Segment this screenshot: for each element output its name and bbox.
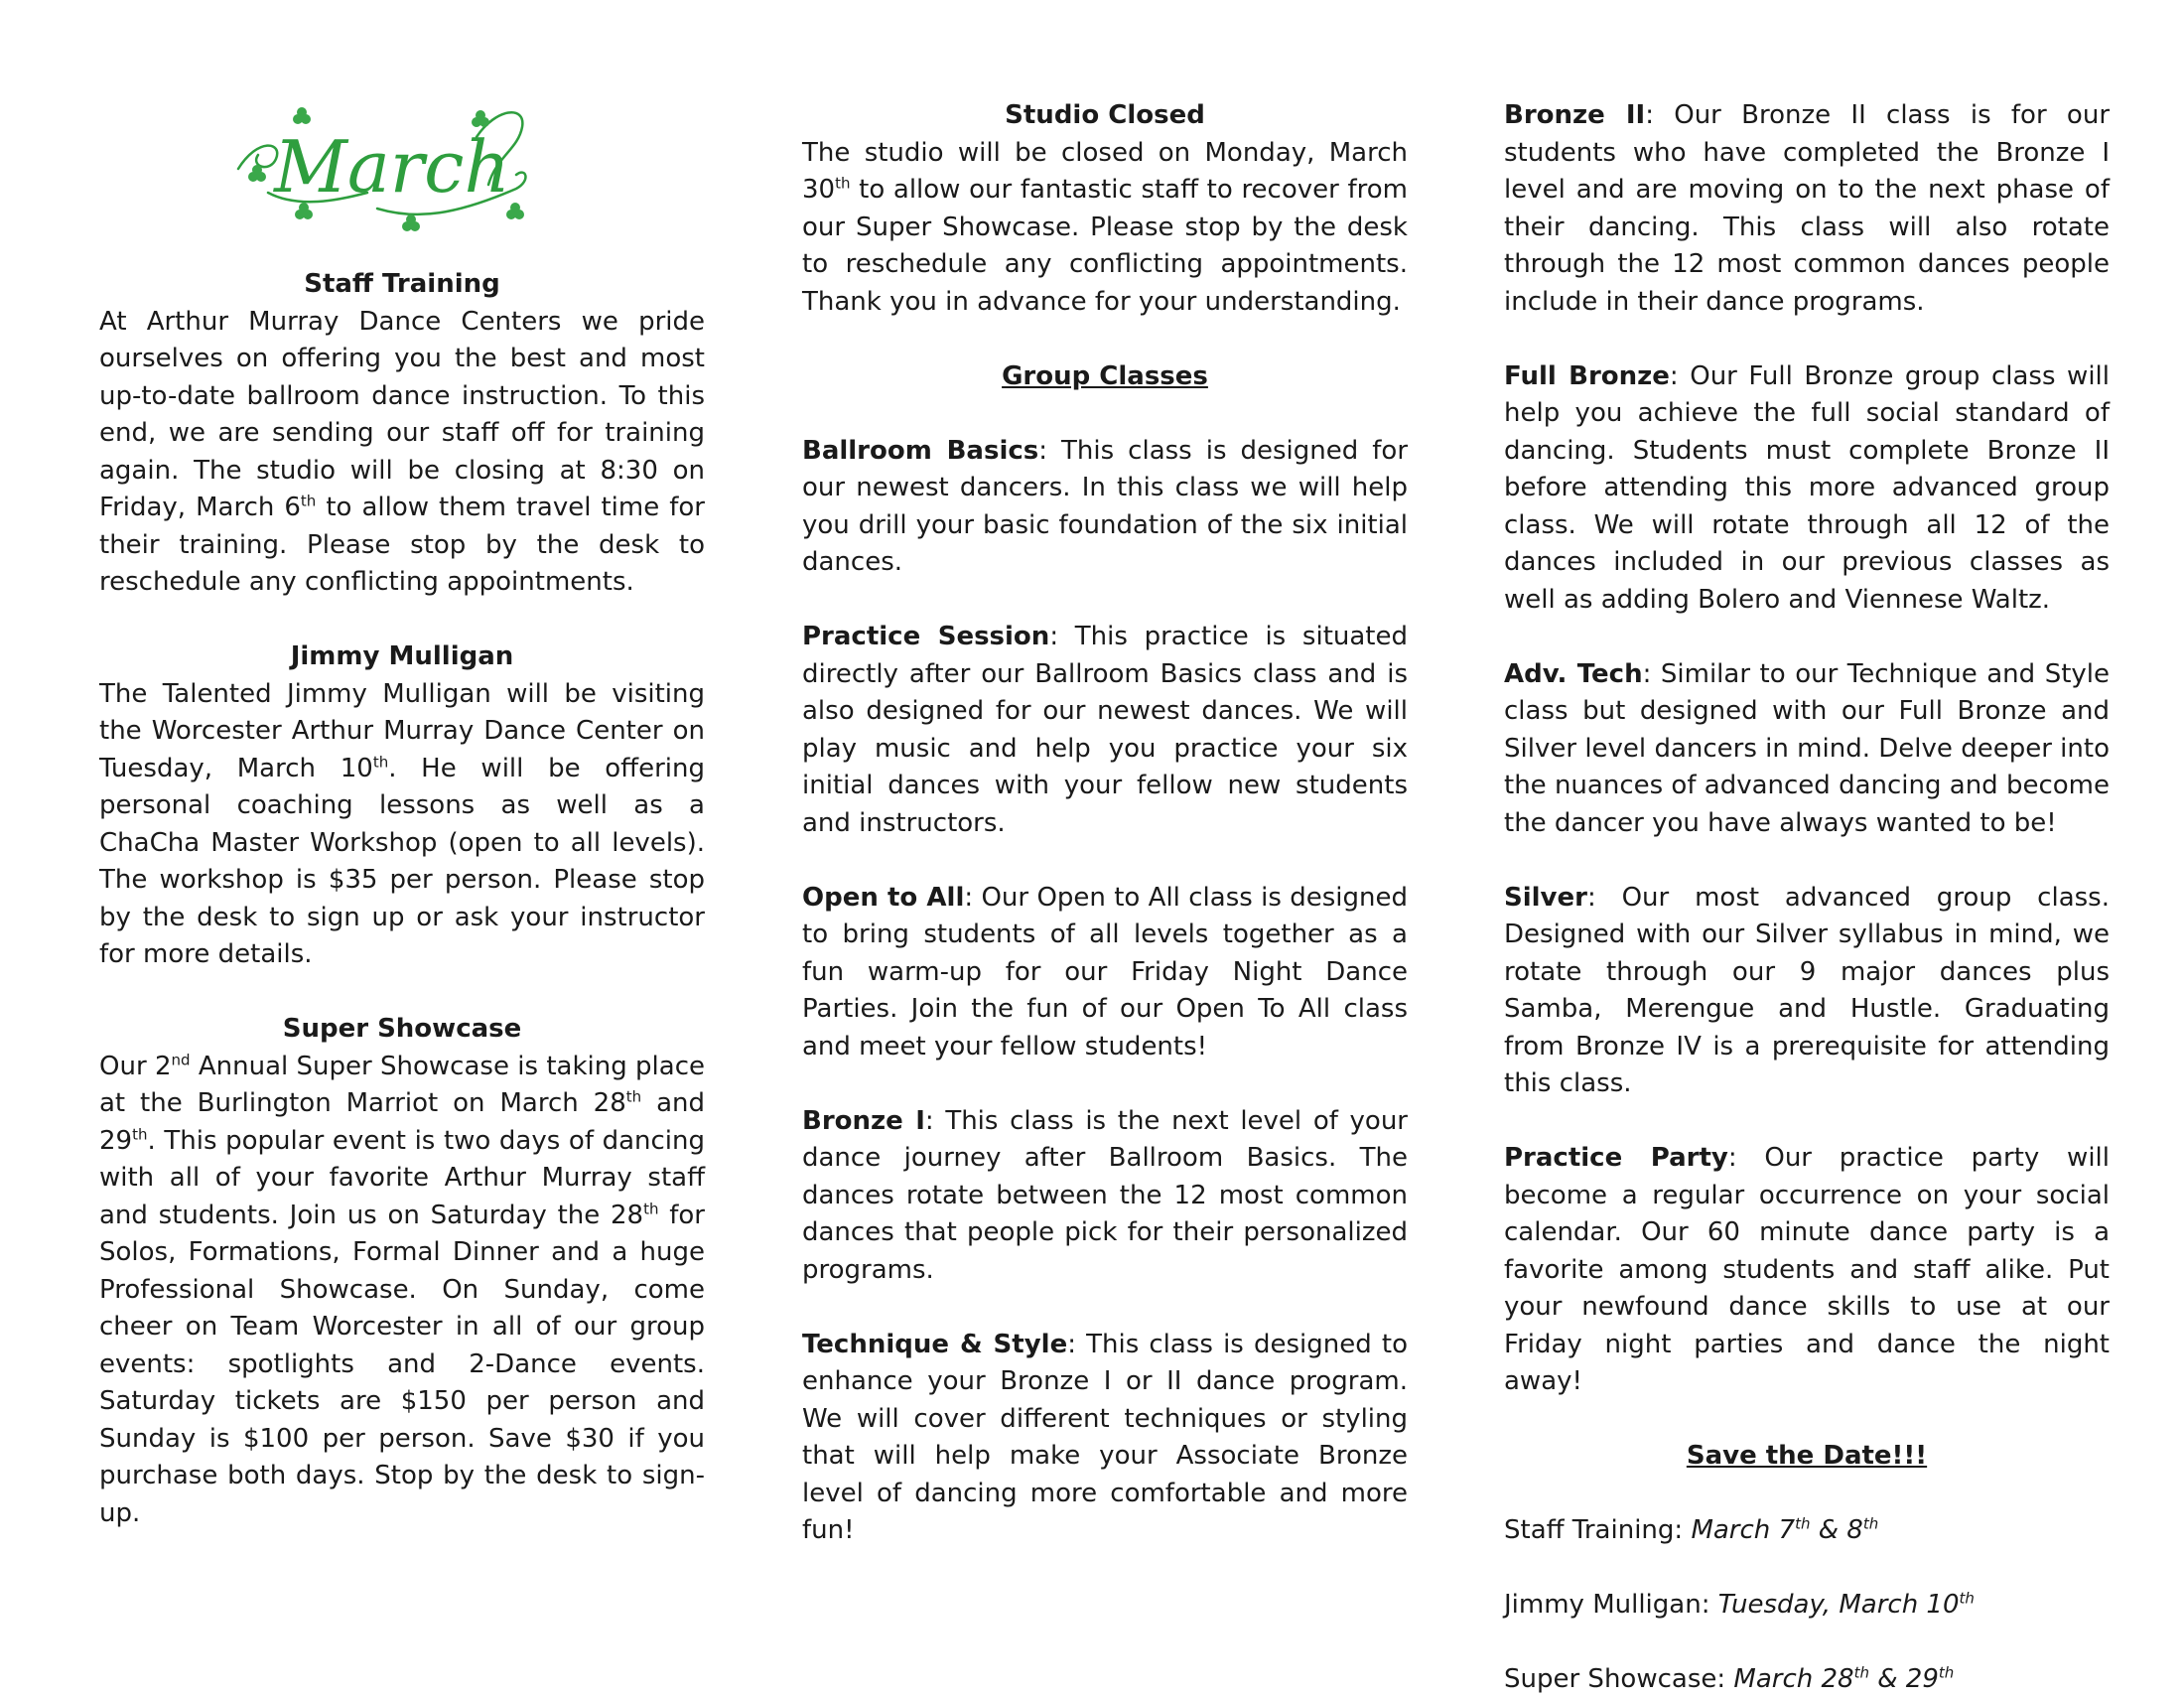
studio-closed-body: The studio will be closed on Monday, March 30th to allow our fantastic staff to recover from our Super Showcase. Please stop by the desk to reschedule any conflicting appointments. Thank you in advance for your understanding. [802,137,1408,317]
class-silver: Silver: Our most advanced group class. Designed with our Silver syllabus in mind, we rotate through our 9 major dances plus Samba, Merengue and Hustle. Graduating from Bronze IV is a prerequisite for attending this class. [1504,882,2110,1098]
class-open-to-all: Open to All: Our Open to All class is designed to bring students of all levels together as a fun warm-up for our Friday Night Dance Parties. Join the fun of our Open To All class and meet your fellow students! [802,882,1408,1062]
date-staff-training: Staff Training: March 7th & 8th [1504,1514,1879,1545]
march-logo [228,97,546,266]
super-showcase-title: Super Showcase [282,1014,522,1044]
jimmy-mulligan-title: Jimmy Mulligan [290,641,514,671]
class-ballroom-basics: Ballroom Basics: This class is designed for our newest dancers. In this class we will help you drill your basic foundation of the six initial dances. [802,435,1409,577]
class-bronze-i: Bronze I: This class is the next level of your dance journey after Ballroom Basics. The dances rotate between the 12 most common dances that people pick for their personalized programs. [802,1105,1408,1285]
super-showcase-body: Our 2nd Annual Super Showcase is taking place at the Burlington Marriot on March 28th and 29th. This popular event is two days of dancing with all of your favorite Arthur Murray staff and students. Join us on Saturday the 28th for Solos, Formations, Formal Dinner and a huge Professional Showcase. On Sunday, come cheer on Team Worcester in all of our group events: spotlights and 2-Dance events. Saturday tickets are $150 per person and Sunday is $100 per person. Save $30 if you purchase both days. Stop by the desk to sign-up. [99,1050,706,1528]
class-bronze-ii: Bronze II: Our Bronze II class is for our students who have completed the Bronze I level and are moving on to the next phase of their dancing. This class will also rotate through the 12 most common dances people include in their dance programs. [1504,100,2111,317]
date-jimmy-mulligan: Jimmy Mulligan: Tuesday, March 10th [1504,1589,1975,1620]
class-full-bronze: Full Bronze: Our Full Bronze group class will help you achieve the full social standard of dancing. Students must complete Bronze II before attending this more advanced group class. We will rotate through all 12 of the dances included in our previous classes as well as adding Bolero and Viennese Waltz. [1504,360,2110,615]
class-practice-session: Practice Session: This practice is situated directly after our Ballroom Basics class and is also designed for our newest dances. We will play music and help you practice your six initial dances with your fellow new students and instructors. [802,622,1408,838]
studio-closed-title: Studio Closed [1005,100,1205,130]
jimmy-mulligan-body: The Talented Jimmy Mulligan will be visiting the Worcester Arthur Murray Dance Center on Tuesday, March 10th. He will be offering personal coaching lessons as well as a ChaCha Master Workshop (open to all levels). The workshop is $35 per person. Please stop by the desk to sign up or ask your instructor for more details. [99,678,705,969]
group-classes-title: Group Classes [1002,360,1208,391]
class-technique-style: Technique & Style: This class is designed to enhance your Bronze I or II dance program. We will cover different techniques or styling that will help make your Associate Bronze level of dancing more comfortable and more fun! [802,1329,1408,1545]
class-adv-tech: Adv. Tech: Similar to our Technique and Style class but designed with our Full Bronze and Silver level dancers in mind. Delve deeper into the nuances of advanced dancing and become the dancer you have always wanted to be! [1504,658,2110,838]
column-middle [802,97,1408,1550]
date-super-showcase: Super Showcase: March 28th & 29th [1504,1663,1955,1694]
column-left [99,97,705,1532]
staff-training-title: Staff Training [304,269,500,299]
staff-training-body: At Arthur Murray Dance Centers we pride ourselves on offering you the best and most up-to-date ballroom dance instruction. To this end, we are sending our staff off for training again. The studio will be closing at 8:30 on Friday, March 6th to allow them travel time for their training. Please stop by the desk to reschedule any conflicting appointments. [99,306,705,597]
logo-text: March [274,125,510,209]
save-the-date-title: Save the Date!!! [1686,1441,1928,1471]
column-right [1504,97,2110,1699]
class-practice-party: Practice Party: Our practice party will become a regular occurrence on your social calendar. Our 60 minute dance party is a favorite among students and staff alike. Put your newfound dance skills to use at our Friday night parties and dance the night away! [1504,1143,2110,1396]
